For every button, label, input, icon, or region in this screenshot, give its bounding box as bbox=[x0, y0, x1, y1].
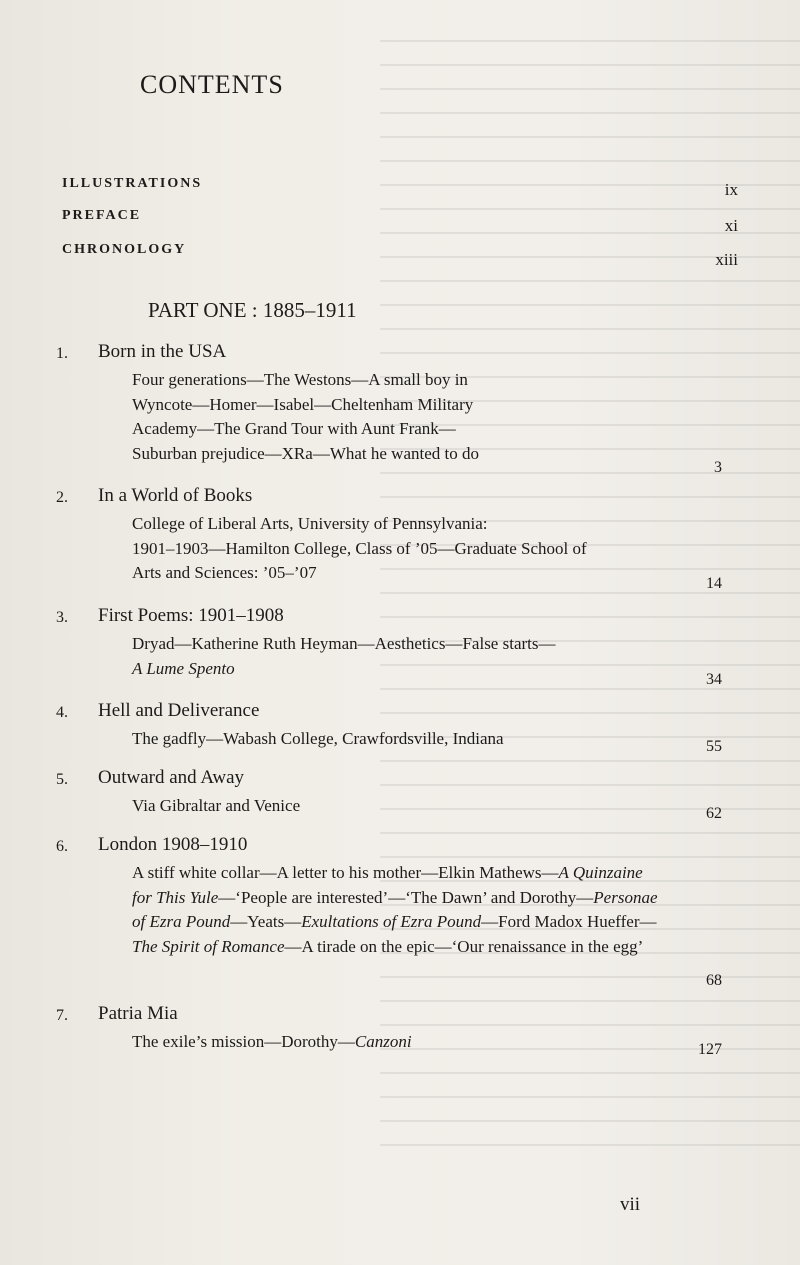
summary-line-italic: A Lume Spento bbox=[132, 658, 235, 678]
entry-page: ix bbox=[724, 180, 738, 199]
chapter-summary bbox=[132, 512, 692, 586]
summary-line: Suburban prejudice—XRa—What he wanted to do bbox=[132, 443, 479, 463]
chapter-number: 7. bbox=[56, 1007, 68, 1024]
chapter-page: 62 bbox=[706, 805, 722, 822]
chapter-summary bbox=[132, 727, 692, 752]
chapter-page: 55 bbox=[706, 738, 722, 755]
chapter-page: 3 bbox=[714, 459, 722, 476]
summary-line: Arts and Sciences: ’05–’07 bbox=[132, 563, 317, 582]
entry-page: xi bbox=[724, 216, 738, 235]
summary-italic: A Quinzaine for This Yule bbox=[132, 863, 643, 907]
summary-line: 1901–1903—Hamilton College, Class of ’05—Graduate School of bbox=[132, 538, 587, 558]
entry-page: xiii bbox=[715, 250, 738, 269]
page-folio: vii bbox=[620, 1194, 641, 1215]
summary-text: —A tirade on the epic—‘Our renaissance in the egg’ bbox=[284, 936, 644, 956]
chapter-page: 14 bbox=[706, 575, 722, 592]
chapter-title: Outward and Away bbox=[98, 767, 244, 788]
chapter-title: Born in the USA bbox=[98, 341, 227, 362]
summary-text: —Ford Madox Hueffer— bbox=[481, 912, 657, 931]
chapter-number: 2. bbox=[56, 489, 68, 506]
summary-text: A stiff white collar—A letter to his mother—Elkin Mathews— bbox=[132, 863, 559, 882]
summary-line: Via Gibraltar and Venice bbox=[132, 796, 301, 815]
part-heading: PART ONE : 1885–1911 bbox=[148, 298, 357, 322]
summary-line: Dryad—Katherine Ruth Heyman—Aesthetics—False starts— bbox=[132, 634, 556, 653]
summary-italic: Exultations of Ezra Pound bbox=[301, 912, 482, 931]
summary-text: —‘People are interested’—‘The Dawn’ and Dorothy— bbox=[218, 887, 594, 907]
summary-italic: Personae of Ezra Pound bbox=[132, 887, 658, 931]
summary-line: Four generations—The Westons—A small boy in bbox=[132, 370, 468, 389]
chapter-summary bbox=[132, 794, 692, 819]
summary-line: Wyncote—Homer—Isabel—Cheltenham Military bbox=[132, 394, 474, 414]
chapter-title: In a World of Books bbox=[98, 485, 253, 506]
chapter-page: 127 bbox=[698, 1041, 722, 1058]
chapter-number: 1. bbox=[56, 345, 68, 362]
chapter-title: London 1908–1910 bbox=[98, 834, 248, 855]
chapter-summary bbox=[132, 632, 692, 681]
chapter-number: 5. bbox=[56, 771, 68, 788]
chapter-number: 3. bbox=[56, 609, 68, 626]
chapter-summary bbox=[132, 368, 692, 466]
summary-line: The gadfly—Wabash College, Crawfordsville, Indiana bbox=[132, 729, 504, 748]
chapter-page: 34 bbox=[706, 671, 722, 688]
summary-italic: Canzoni bbox=[354, 1032, 412, 1051]
summary-line: College of Liberal Arts, University of Pennsylvania: bbox=[132, 514, 488, 533]
chapter-summary bbox=[132, 861, 662, 959]
show-through-text bbox=[380, 40, 800, 1160]
entry-label: PREFACE bbox=[62, 208, 142, 223]
entry-label: CHRONOLOGY bbox=[62, 242, 187, 257]
entry-label: ILLUSTRATIONS bbox=[62, 176, 203, 191]
summary-text: The exile’s mission—Dorothy— bbox=[132, 1032, 355, 1051]
summary-text: —Yeats— bbox=[230, 912, 302, 931]
chapter-number: 6. bbox=[56, 838, 68, 855]
chapter-page: 68 bbox=[706, 972, 722, 989]
chapter-title: Patria Mia bbox=[98, 1003, 178, 1024]
chapter-summary bbox=[132, 1030, 692, 1055]
chapter-title: Hell and Deliverance bbox=[98, 700, 260, 721]
summary-italic: The Spirit of Romance bbox=[132, 936, 285, 956]
page-title: CONTENTS bbox=[140, 70, 284, 99]
chapter-number: 4. bbox=[56, 704, 68, 721]
chapter-title: First Poems: 1901–1908 bbox=[98, 605, 284, 626]
summary-line: Academy—The Grand Tour with Aunt Frank— bbox=[132, 419, 456, 438]
